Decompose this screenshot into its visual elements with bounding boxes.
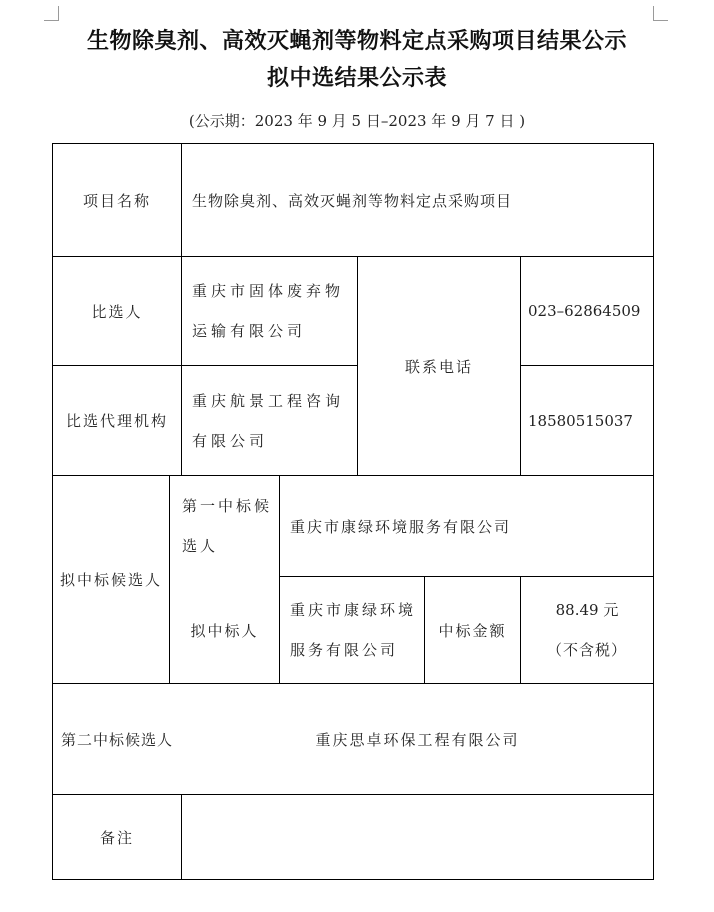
agency-label: 比选代理机构 bbox=[65, 412, 168, 430]
contact-phone-label: 联系电话 bbox=[404, 357, 473, 376]
first-candidate-label: 第一中标候选人 bbox=[182, 497, 273, 555]
document-subtitle: 拟中选结果公示表 bbox=[266, 66, 447, 91]
second-candidate-label: 第二中标候选人 bbox=[60, 730, 173, 749]
remarks-value bbox=[182, 795, 653, 879]
table-line bbox=[52, 879, 654, 880]
candidate-label: 拟中标候选人 bbox=[59, 571, 162, 589]
project-name-value: 生物除臭剂、高效灭蝇剂等物料定点采购项目 bbox=[192, 191, 513, 210]
agency-phone: 18580515037 bbox=[528, 411, 633, 430]
corner-mark-top-right bbox=[653, 6, 668, 21]
selector-value: 重庆市固体废弃物运输有限公司 bbox=[192, 282, 345, 340]
selector-phone: 023–62864509 bbox=[528, 302, 641, 320]
winner-label: 拟中标人 bbox=[190, 621, 259, 640]
project-name-label: 项目名称 bbox=[82, 191, 151, 210]
amount-label: 中标金额 bbox=[438, 621, 507, 640]
corner-mark-top-left bbox=[44, 6, 59, 21]
amount-cell bbox=[521, 577, 653, 683]
remarks-label: 备注 bbox=[99, 828, 134, 847]
amount-value: 88.49 元 bbox=[555, 601, 619, 619]
selector-label: 比选人 bbox=[91, 302, 143, 321]
publicity-period: (公示期：2023 年 9 月 5 日–2023 年 9 月 7 日 ) bbox=[188, 112, 526, 130]
winner-value: 重庆市康绿环境服务有限公司 bbox=[290, 601, 417, 659]
result-table bbox=[52, 143, 654, 880]
agency-value: 重庆航景工程咨询有限公司 bbox=[192, 391, 345, 450]
table-line bbox=[653, 143, 654, 880]
first-candidate-value: 重庆市康绿环境服务有限公司 bbox=[290, 517, 512, 536]
document-title: 生物除臭剂、高效灭蝇剂等物料定点采购项目结果公示 bbox=[86, 29, 627, 54]
second-candidate-value: 重庆思卓环保工程有限公司 bbox=[315, 730, 520, 749]
amount-tax-note: （不含税） bbox=[546, 641, 627, 659]
